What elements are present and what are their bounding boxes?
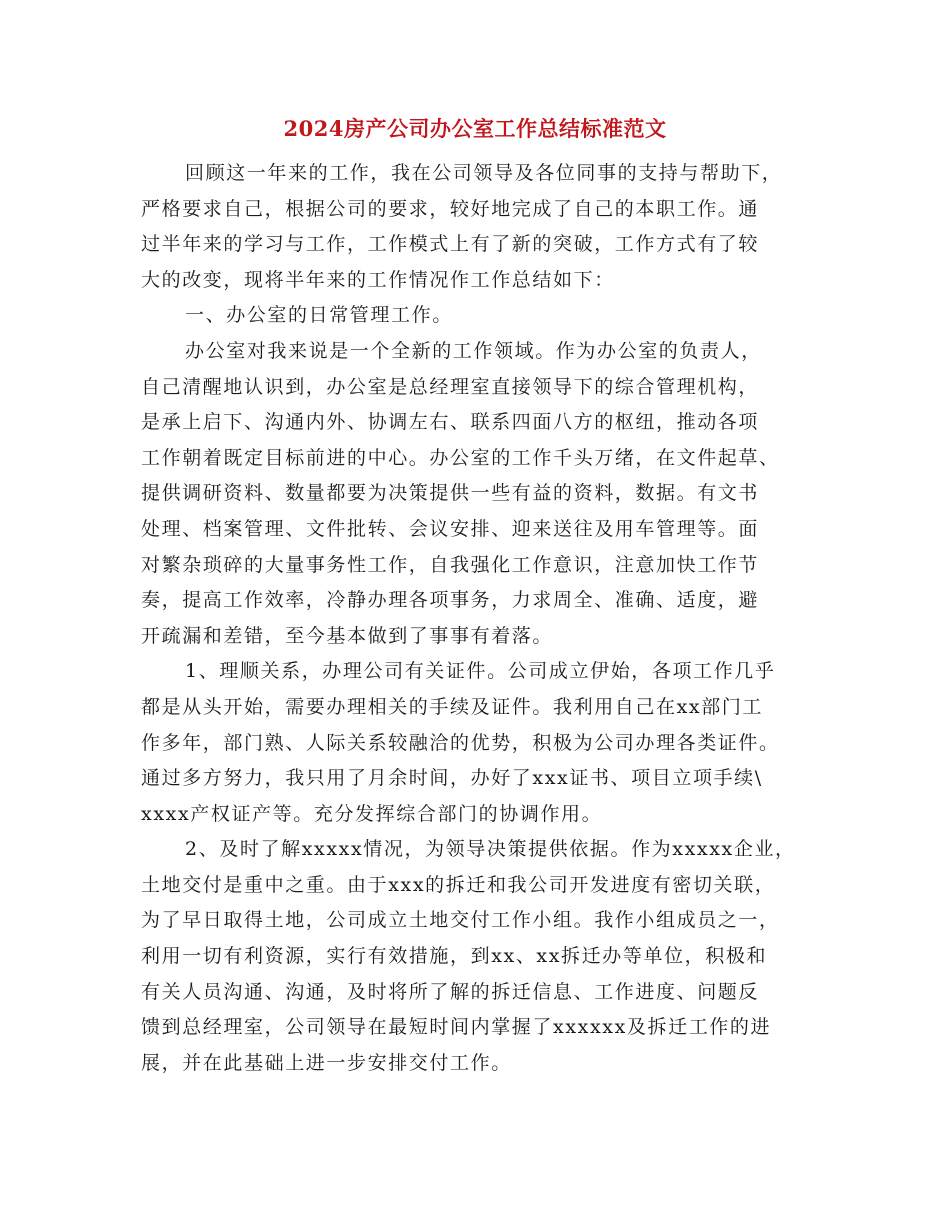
text-line: 馈到总经理室，公司领导在最短时间内掌握了xxxxxx及拆迁工作的进 bbox=[141, 1016, 772, 1039]
text-line: 有关人员沟通、沟通，及时将所了解的拆迁信息、工作进度、问题反 bbox=[141, 980, 760, 1003]
text-line: 奏，提高工作效率，冷静办理各项事务，力求周全、准确、适度，避 bbox=[141, 589, 760, 612]
text-line: 展，并在此基础上进一步安排交付工作。 bbox=[141, 1051, 512, 1074]
text-line: 自己清醒地认识到，办公室是总经理室直接领导下的综合管理机构， bbox=[141, 375, 760, 398]
section-heading: 一、办公室的日常管理工作。 bbox=[185, 304, 453, 327]
text-line: xxxx产权证产等。充分发挥综合部门的协调作用。 bbox=[141, 802, 603, 825]
text-line: 土地交付是重中之重。由于xxx的拆迁和我公司开发进度有密切关联， bbox=[141, 873, 776, 896]
text-line: 过半年来的学习与工作，工作模式上有了新的突破，工作方式有了较 bbox=[141, 233, 760, 256]
text-line: 利用一切有利资源，实行有效措施，到xx、xx拆迁办等单位，积极和 bbox=[141, 945, 768, 968]
text-line: 通过多方努力，我只用了月余时间，办好了xxx证书、项目立项手续\ bbox=[141, 767, 763, 790]
document-title: 2024房产公司办公室工作总结标准范文 bbox=[283, 116, 667, 141]
text-line: 提供调研资料、数量都要为决策提供一些有益的资料，数据。有文书 bbox=[141, 482, 760, 505]
text-line: 都是从头开始，需要办理相关的手续及证件。我利用自己在xx部门工 bbox=[141, 695, 764, 718]
text-line: 1、理顺关系，办理公司有关证件。公司成立伊始，各项工作几乎 bbox=[185, 660, 776, 683]
text-line: 工作朝着既定目标前进的中心。办公室的工作千头万绪，在文件起草、 bbox=[141, 446, 780, 469]
text-line: 严格要求自己，根据公司的要求，较好地完成了自己的本职工作。通 bbox=[141, 197, 760, 220]
text-line: 办公室对我来说是一个全新的工作领域。作为办公室的负责人， bbox=[185, 339, 762, 362]
text-line: 开疏漏和差错，至今基本做到了事事有着落。 bbox=[141, 624, 554, 647]
text-line: 对繁杂琐碎的大量事务性工作，自我强化工作意识，注意加快工作节 bbox=[141, 553, 760, 576]
text-line: 2、及时了解xxxxx情况，为领导决策提供依据。作为xxxxx企业， bbox=[185, 838, 796, 861]
text-line: 处理、档案管理、文件批转、会议安排、迎来送往及用车管理等。面 bbox=[141, 517, 760, 540]
text-line: 是承上启下、沟通内外、协调左右、联系四面八方的枢纽，推动各项 bbox=[141, 411, 760, 434]
text-line: 为了早日取得土地，公司成立土地交付工作小组。我作小组成员之一， bbox=[141, 909, 780, 932]
text-line: 回顾这一年来的工作，我在公司领导及各位同事的支持与帮助下， bbox=[185, 162, 783, 184]
document-body bbox=[141, 156, 809, 1081]
text-line: 大的改变，现将半年来的工作情况作工作总结如下： bbox=[141, 268, 615, 291]
text-line: 作多年，部门熟、人际关系较融洽的优势，积极为公司办理各类证件。 bbox=[141, 731, 780, 754]
